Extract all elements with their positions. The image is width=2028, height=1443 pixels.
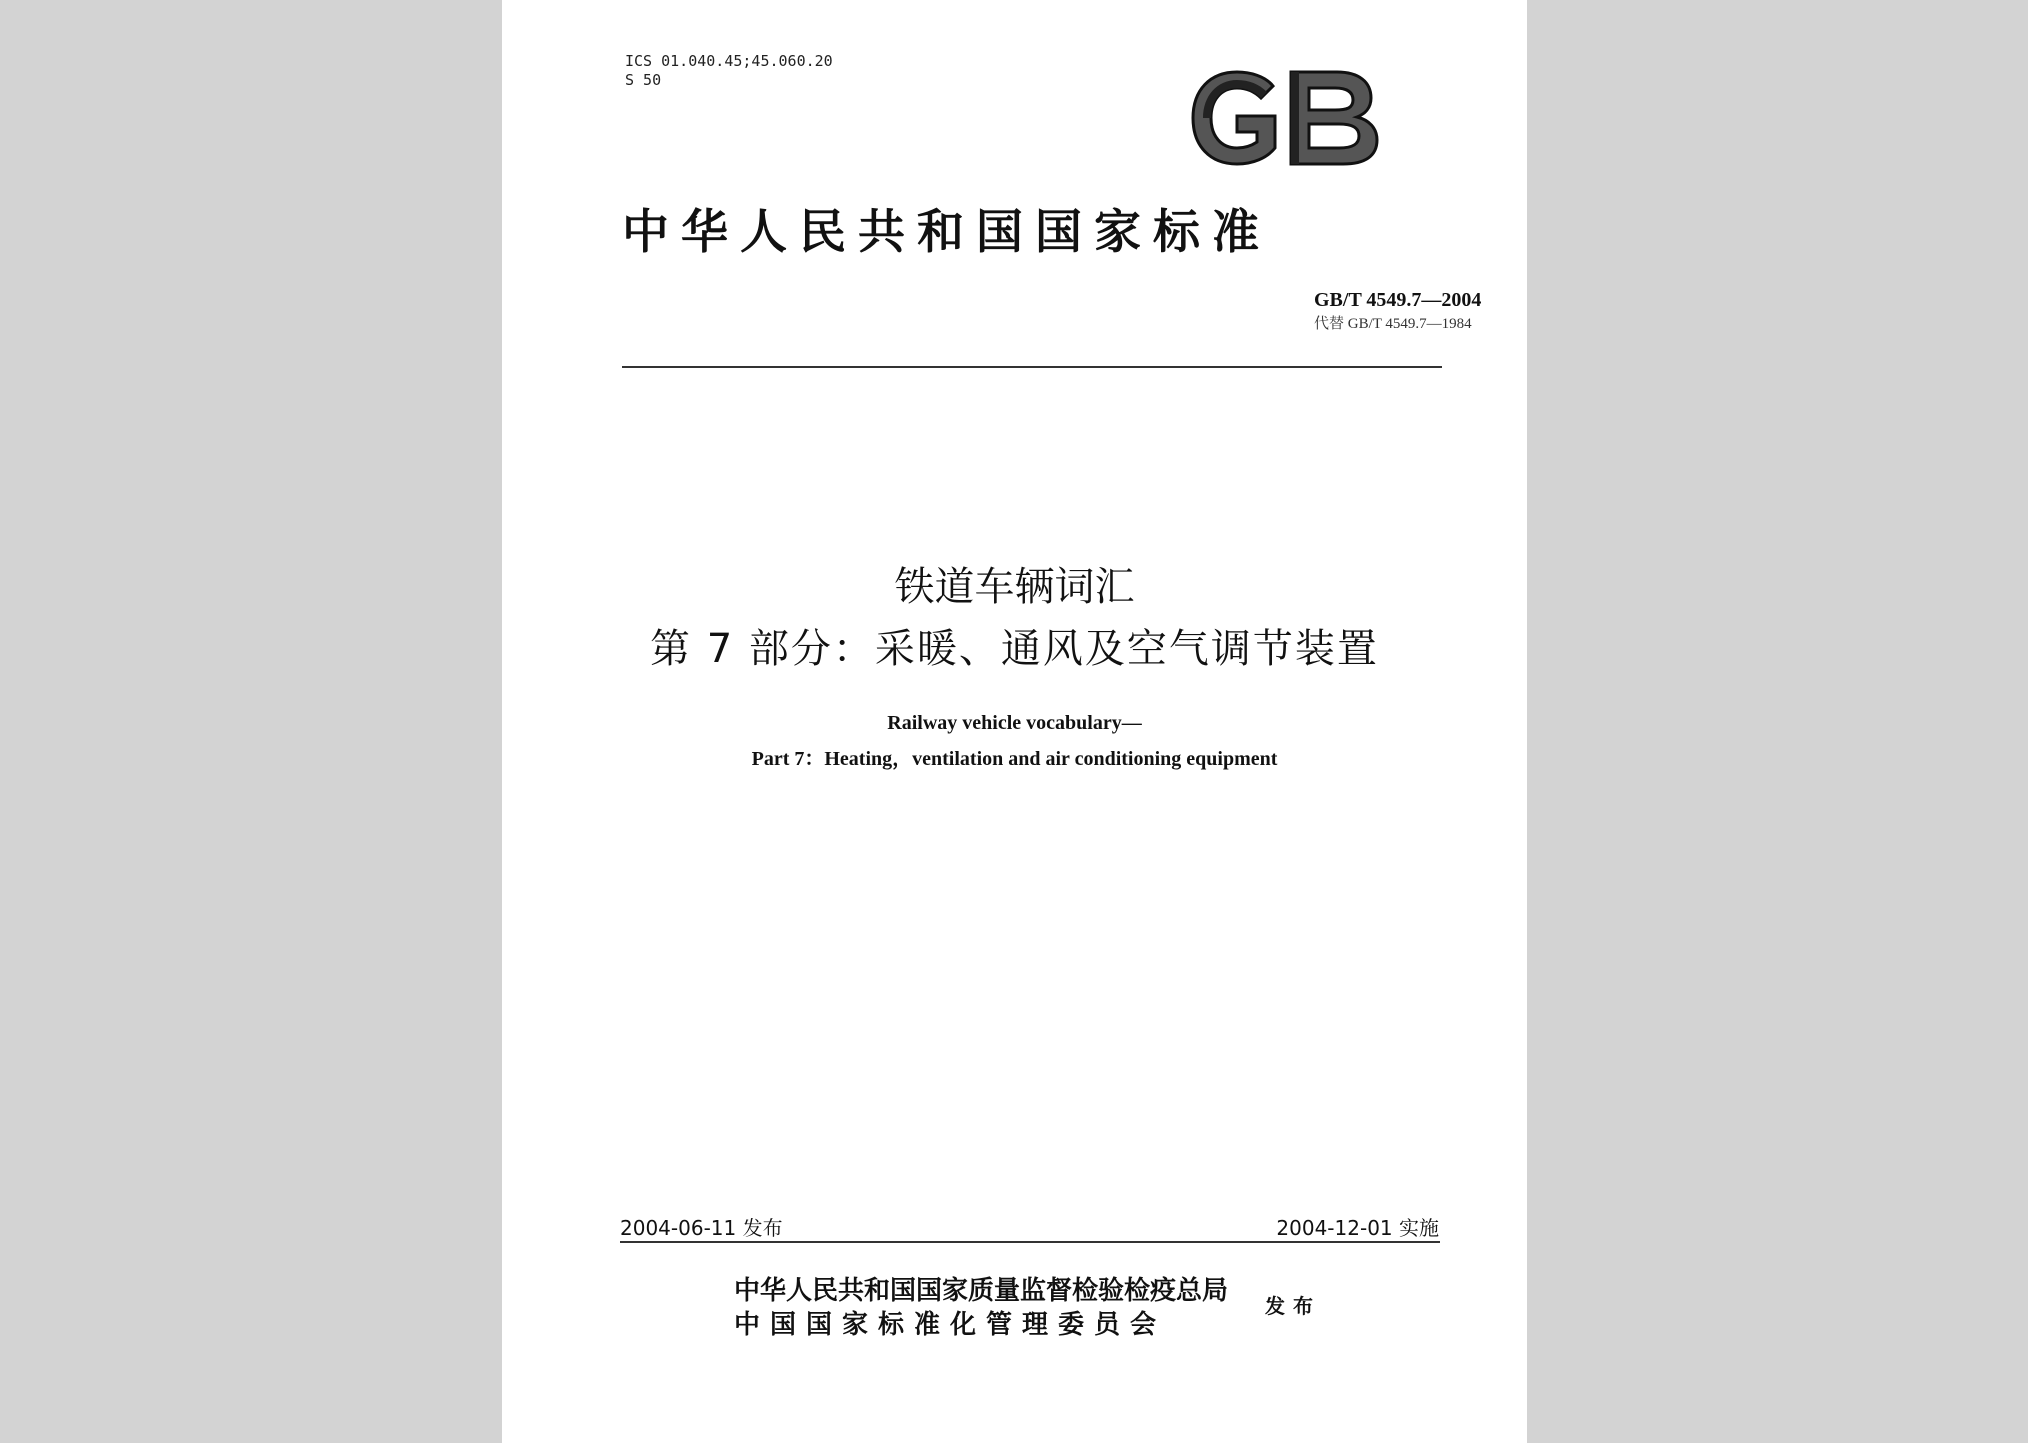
issuer-sac: 中国国家标准化管理委员会 — [734, 1310, 1167, 1340]
ccs-code: S 50 — [625, 71, 662, 89]
publish-label: 发布 — [1265, 1294, 1321, 1318]
gb-logo-g — [1193, 72, 1275, 164]
standard-number-block — [1314, 289, 1481, 333]
gb-logo-b — [1291, 72, 1377, 164]
issuer-aqsiq: 中华人民共和国国家质量监督检验检疫总局 — [734, 1276, 1229, 1306]
header-divider — [622, 366, 1442, 368]
effective-date: 2004-12-01 实施 — [1276, 1216, 1439, 1240]
chinese-title-line1: 铁道车辆词汇 — [894, 564, 1135, 610]
english-title-line2: Part 7：Heating，ventilation and air conditioning equipment — [751, 748, 1278, 770]
gb-logo — [1185, 66, 1385, 171]
standard-number: GB/T 4549.7—2004 — [1314, 289, 1482, 311]
ics-code: ICS 01.040.45;45.060.20 — [625, 52, 833, 70]
issuing-organizations — [734, 1274, 1228, 1342]
chinese-title-line2: 第 7 部分：采暖、通风及空气调节装置 — [650, 626, 1379, 672]
issue-date: 2004-06-11 发布 — [620, 1216, 783, 1240]
footer-divider — [620, 1241, 1440, 1243]
classification-codes — [625, 52, 833, 90]
english-title-line1: Railway vehicle vocabulary— — [887, 712, 1142, 734]
replaced-standard: 代替 GB/T 4549.7—1984 — [1314, 316, 1472, 332]
document-page — [502, 0, 1527, 1443]
national-standard-title: 中华人民共和国国家标准 — [622, 205, 1271, 260]
